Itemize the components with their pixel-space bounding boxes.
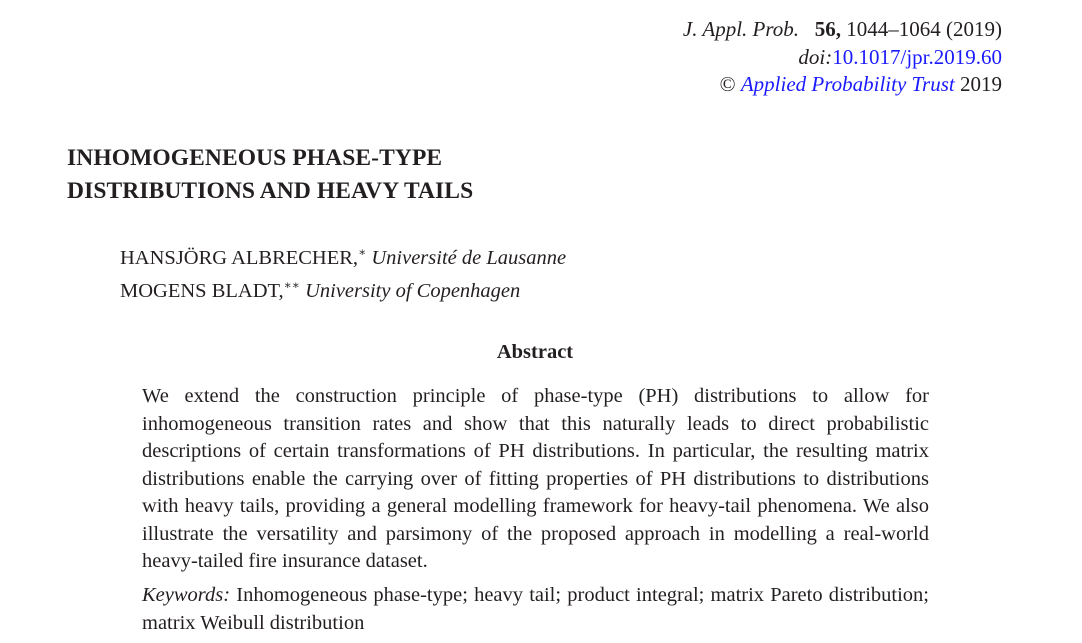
author-affiliation: University of Copenhagen — [305, 279, 521, 302]
keywords-label: Keywords: — [142, 584, 231, 606]
citation-line — [683, 16, 1002, 44]
volume-number: 56, — [814, 17, 841, 41]
citation-block — [683, 16, 1002, 99]
doi-link[interactable]: 10.1017/jpr.2019.60 — [832, 44, 1002, 69]
publisher-link[interactable]: Applied Probability Trust — [740, 72, 955, 96]
author-list — [120, 242, 566, 307]
author-name: HANSJÖRG ALBRECHER, — [120, 247, 359, 269]
keywords-text: Inhomogeneous phase-type; heavy tail; product integral; matrix Pareto distribution; matrix Weibull distribution — [142, 584, 930, 634]
copyright-year: 2019 — [960, 72, 1002, 96]
doi-label: doi: — [798, 44, 833, 69]
author-name: MOGENS BLADT, — [120, 279, 284, 302]
doi-line — [683, 44, 1002, 72]
author-2 — [120, 275, 566, 308]
copyright-symbol: © — [719, 72, 736, 96]
author-affiliation: Université de Lausanne — [371, 247, 567, 269]
abstract-text: We extend the construction principle of phase-type (PH) distributions to allow for inhomogeneous transition rates and show that this naturally leads to direct probabilistic descriptions of certain transformations of PH distributions. In particular, the resulting matrix distributions enable the carrying over of fitting properties of PH distributions to distributions with heavy tails, providing a general modelling framework for heavy-tail phenomena. We also illustrate the versatility and parsimony of the proposed approach in modelling a real-world heavy-tailed fire insurance dataset. — [142, 385, 929, 572]
author-footnote-mark: ∗∗ — [283, 277, 300, 292]
journal-name: J. Appl. Prob. — [682, 17, 799, 41]
pages-year: 1044–1064 (2019) — [846, 17, 1002, 41]
title-line-1: INHOMOGENEOUS PHASE-TYPE — [67, 145, 443, 171]
title-line-2: DISTRIBUTIONS AND HEAVY TAILS — [67, 178, 474, 204]
paper-title — [67, 142, 473, 208]
keywords — [142, 582, 929, 637]
copyright-line — [683, 71, 1002, 99]
abstract-heading: Abstract — [496, 341, 574, 363]
author-1 — [120, 242, 566, 275]
author-footnote-mark: ∗ — [358, 245, 367, 259]
